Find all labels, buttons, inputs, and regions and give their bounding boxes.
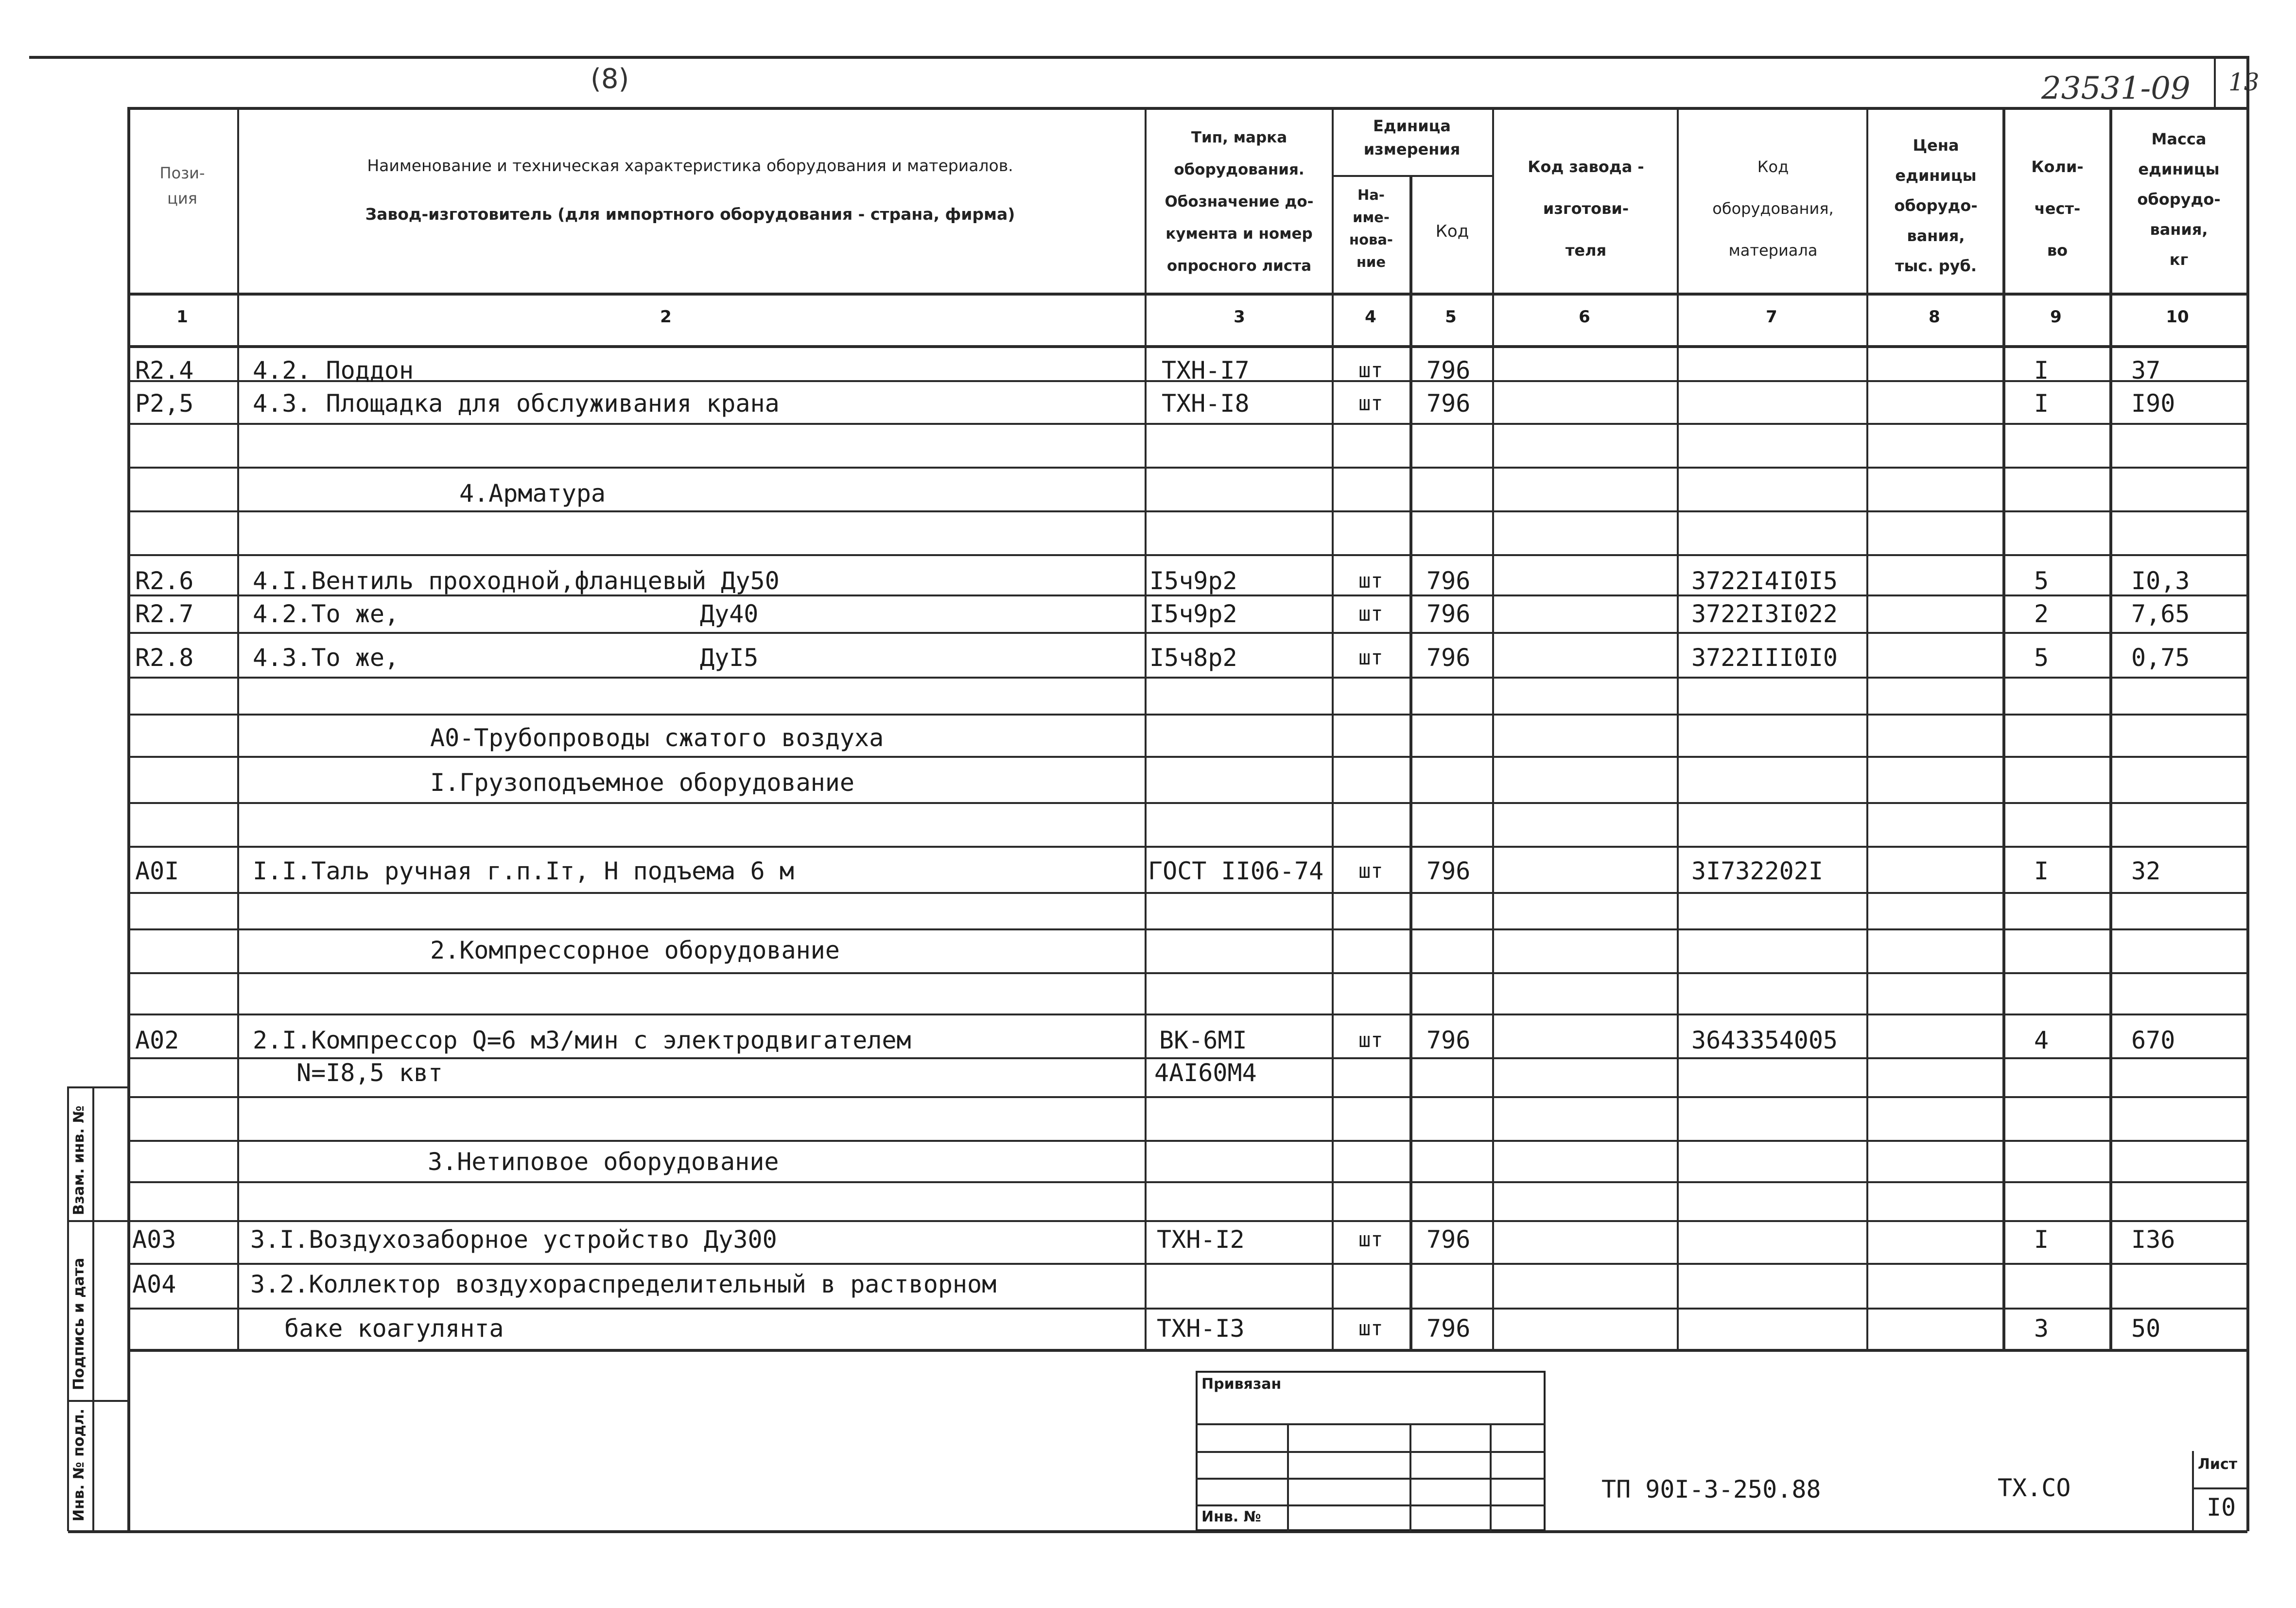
colnum-1: 1 <box>176 307 188 327</box>
row-0-type: ТХН-I7 <box>1162 356 1250 385</box>
row-13-mass: I36 <box>2131 1225 2175 1254</box>
row-5-name: 4.3.То же, <box>253 644 400 672</box>
row-13-qty: I <box>2034 1225 2049 1254</box>
colnum-10: 10 <box>2166 307 2189 327</box>
section-heading: 4.Арматура <box>459 479 606 507</box>
row-15-unit-code: 796 <box>1426 1314 1471 1343</box>
row-10-qty: 4 <box>2034 1026 2049 1054</box>
row-5-type: I5ч8р2 <box>1149 644 1237 672</box>
header-unit-code: Код <box>1435 222 1469 241</box>
row-5-pos: R2.8 <box>135 644 194 672</box>
table-top-line <box>127 107 2246 110</box>
row-separator <box>127 928 2246 930</box>
row-8-qty: I <box>2034 857 2049 885</box>
row-11-type: 4АI60М4 <box>1154 1059 1257 1087</box>
header-mass: Масса единицы оборудо- вания, кг <box>2137 130 2221 269</box>
row-4-unit-code: 796 <box>1426 600 1471 628</box>
header-name-line1: Наименование и техническая характеристика оборудования и материалов. <box>367 156 1013 175</box>
table-bottom-line <box>127 1349 2246 1352</box>
row-15-mass: 50 <box>2131 1314 2161 1343</box>
col-divider-7-8 <box>1866 107 1868 1350</box>
row-0-unit: шт <box>1358 358 1383 382</box>
row-separator <box>127 756 2246 758</box>
col-divider-9-10 <box>2109 107 2112 1350</box>
col-divider-8-9 <box>2002 107 2005 1350</box>
row-3-mass: I0,3 <box>2131 567 2190 595</box>
sheet-corner-number: 13 <box>2228 68 2260 96</box>
sheet-box-left <box>2192 1451 2194 1531</box>
row-separator <box>127 1140 2246 1142</box>
row-separator <box>127 677 2246 679</box>
row-14-pos: А04 <box>132 1270 176 1298</box>
row-5-name-tail: ДуI5 <box>700 644 759 672</box>
header-price: Цена единицы оборудо- вания, тыс. руб. <box>1894 136 1978 275</box>
row-3-qty: 5 <box>2034 567 2049 595</box>
inv-no-label: Инв. № <box>1201 1508 1261 1525</box>
header-name-line2: Завод-изготовитель (для импортного оборудования - страна, фирма) <box>365 205 1015 224</box>
bound-box-line <box>1196 1504 1546 1506</box>
row-0-qty: I <box>2034 356 2049 385</box>
colnum-6: 6 <box>1579 307 1590 327</box>
row-10-name: 2.I.Компрессор Q=6 м3/мин с электродвигателем <box>253 1026 911 1054</box>
row-5-qty: 5 <box>2034 644 2049 672</box>
row-15-type: ТХН-I3 <box>1157 1314 1245 1343</box>
row-13-type: ТХН-I2 <box>1157 1225 1245 1254</box>
header-plant-code: Код завода - изготови- теля <box>1528 157 1644 260</box>
row-separator <box>127 714 2246 716</box>
side-stamp-divider <box>92 1086 94 1531</box>
row-0-mass: 37 <box>2131 356 2161 385</box>
row-separator <box>127 1220 2246 1222</box>
colnum-2: 2 <box>660 307 672 327</box>
document-mark: ТХ.СО <box>1998 1474 2071 1502</box>
row-separator <box>127 510 2246 512</box>
row-13-pos: А03 <box>132 1225 176 1254</box>
header-unit-group: Единица измерения <box>1363 117 1461 158</box>
row-3-name: 4.I.Вентиль проходной,фланцевый Ду50 <box>253 567 780 595</box>
row-3-unit-code: 796 <box>1426 567 1471 595</box>
bound-box-line <box>1196 1451 1546 1453</box>
side-stamp-line <box>67 1086 128 1088</box>
row-separator <box>127 1308 2246 1310</box>
sheet-number: I0 <box>2207 1493 2236 1521</box>
row-10-type: ВК-6МI <box>1159 1026 1247 1054</box>
row-1-unit-code: 796 <box>1426 389 1471 418</box>
row-5-unit: шт <box>1358 646 1383 669</box>
header-equipment-code: Код оборудования, материала <box>1712 157 1834 260</box>
row-1-unit: шт <box>1358 391 1383 415</box>
row-3-type: I5ч9р2 <box>1149 567 1237 595</box>
col-divider-6-7 <box>1677 107 1679 1350</box>
row-separator <box>127 467 2246 469</box>
bound-box-col <box>1409 1423 1411 1531</box>
row-separator <box>127 632 2246 634</box>
row-13-unit: шт <box>1358 1227 1383 1251</box>
row-4-equip-code: 3722I3I022 <box>1691 600 1838 628</box>
row-5-unit-code: 796 <box>1426 644 1471 672</box>
frame-left-border <box>127 107 130 1531</box>
row-4-qty: 2 <box>2034 600 2049 628</box>
row-separator <box>127 1181 2246 1183</box>
row-5-equip-code: 3722III0I0 <box>1691 644 1838 672</box>
colnum-7: 7 <box>1766 307 1777 327</box>
side-stamp-line <box>67 1220 128 1222</box>
row-4-name: 4.2.То же, <box>253 600 400 628</box>
row-separator <box>127 892 2246 894</box>
page-number-top: (8) <box>591 63 629 95</box>
colnum-9: 9 <box>2050 307 2062 327</box>
frame-right-border <box>2246 56 2249 1531</box>
col-divider-3-4 <box>1332 107 1334 1350</box>
colnum-4: 4 <box>1365 307 1376 327</box>
row-5-mass: 0,75 <box>2131 644 2190 672</box>
row-0-pos: R2.4 <box>135 356 194 385</box>
row-4-pos: R2.7 <box>135 600 194 628</box>
bound-box-col <box>1490 1423 1492 1531</box>
row-8-unit: шт <box>1358 859 1383 883</box>
header-unit-name: На- име- нова- ние <box>1349 187 1393 270</box>
row-8-type: ГОСТ II06-74 <box>1148 857 1324 885</box>
row-8-unit-code: 796 <box>1426 857 1471 885</box>
colnum-8: 8 <box>1929 307 1940 327</box>
col-divider-4-5 <box>1409 175 1412 1350</box>
row-8-pos: А0I <box>135 857 179 885</box>
column-numbers-bottom-line <box>127 345 2246 348</box>
row-separator <box>127 1263 2246 1265</box>
col-divider-5-6 <box>1492 107 1494 1350</box>
row-0-unit-code: 796 <box>1426 356 1471 385</box>
row-1-name: 4.3. Площадка для обслуживания крана <box>253 389 780 418</box>
row-8-mass: 32 <box>2131 857 2161 885</box>
row-1-mass: I90 <box>2131 389 2175 418</box>
row-4-unit: шт <box>1358 602 1383 626</box>
side-stamp-line <box>67 1400 128 1402</box>
row-separator <box>127 846 2246 848</box>
stamp-original-inv: Инв. № подл. <box>70 1408 87 1521</box>
colnum-5: 5 <box>1445 307 1457 327</box>
row-0-name: 4.2. Поддон <box>253 356 414 385</box>
header-position: Пози- ция <box>159 164 205 208</box>
row-10-pos: А02 <box>135 1026 179 1054</box>
row-13-unit-code: 796 <box>1426 1225 1471 1254</box>
row-10-mass: 670 <box>2131 1026 2175 1054</box>
row-8-name: I.I.Таль ручная г.п.Iт, Н подъема 6 м <box>253 857 794 885</box>
row-separator <box>127 802 2246 804</box>
side-stamp-border-left <box>67 1086 69 1531</box>
row-1-pos: Р2,5 <box>135 389 194 418</box>
header-type: Тип, марка оборудования. Обозначение до- кумента и номер опросного листа <box>1165 129 1314 275</box>
row-15-unit: шт <box>1358 1316 1383 1340</box>
row-15-qty: 3 <box>2034 1314 2049 1343</box>
row-4-type: I5ч9р2 <box>1149 600 1237 628</box>
colnum-3: 3 <box>1234 307 1245 327</box>
row-separator <box>127 1014 2246 1015</box>
corner-box-divider <box>2214 56 2216 107</box>
row-1-type: ТХН-I8 <box>1162 389 1250 418</box>
row-10-unit-code: 796 <box>1426 1026 1471 1054</box>
row-14-name: 3.2.Коллектор воздухораспределительный в растворном <box>250 1270 997 1298</box>
document-code: ТП 90I-3-250.88 <box>1601 1475 1821 1503</box>
sheet-box-divider <box>2192 1487 2246 1489</box>
frame-bottom-line <box>68 1530 2247 1533</box>
section-heading: 3.Нетиповое оборудование <box>428 1148 779 1176</box>
row-4-name-tail: Ду40 <box>700 600 759 628</box>
sheet-label: Лист <box>2198 1456 2238 1473</box>
row-3-pos: R2.6 <box>135 567 194 595</box>
row-8-equip-code: 3I732202I <box>1691 857 1823 885</box>
bound-box-col <box>1287 1423 1289 1531</box>
row-13-name: 3.I.Воздухозаборное устройство Ду300 <box>250 1225 777 1254</box>
row-10-unit: шт <box>1358 1028 1383 1052</box>
section-heading: I.Грузоподъемное оборудование <box>430 769 854 797</box>
bound-box-line <box>1196 1478 1546 1480</box>
row-11-name: N=I8,5 квт <box>296 1059 443 1087</box>
stamp-signature-date: Подпись и дата <box>70 1258 87 1390</box>
row-10-equip-code: 3643354005 <box>1691 1026 1838 1054</box>
bound-box-line <box>1196 1423 1546 1425</box>
row-1-qty: I <box>2034 389 2049 418</box>
row-4-mass: 7,65 <box>2131 600 2190 628</box>
section-heading: 2.Компрессорное оборудование <box>430 936 840 964</box>
row-3-equip-code: 3722I4I0I5 <box>1691 567 1838 595</box>
bound-label: Привязан <box>1201 1376 1282 1393</box>
row-separator <box>127 1096 2246 1098</box>
row-separator <box>127 423 2246 425</box>
archive-number: 23531-09 <box>2041 70 2191 106</box>
row-3-unit: шт <box>1358 569 1383 593</box>
section-heading: А0-Трубопроводы сжатого воздуха <box>430 724 884 752</box>
col-divider-1-2 <box>237 107 239 1350</box>
header-quantity: Коли- чест- во <box>2031 157 2084 260</box>
frame-top-line <box>29 56 2247 59</box>
header-bottom-line <box>127 293 2246 296</box>
row-separator <box>127 972 2246 974</box>
row-15-name: баке коагулянта <box>284 1314 504 1343</box>
stamp-replaces-inv: Взам. инв. № <box>70 1105 87 1215</box>
row-separator <box>127 554 2246 556</box>
col-divider-2-3 <box>1145 107 1147 1350</box>
